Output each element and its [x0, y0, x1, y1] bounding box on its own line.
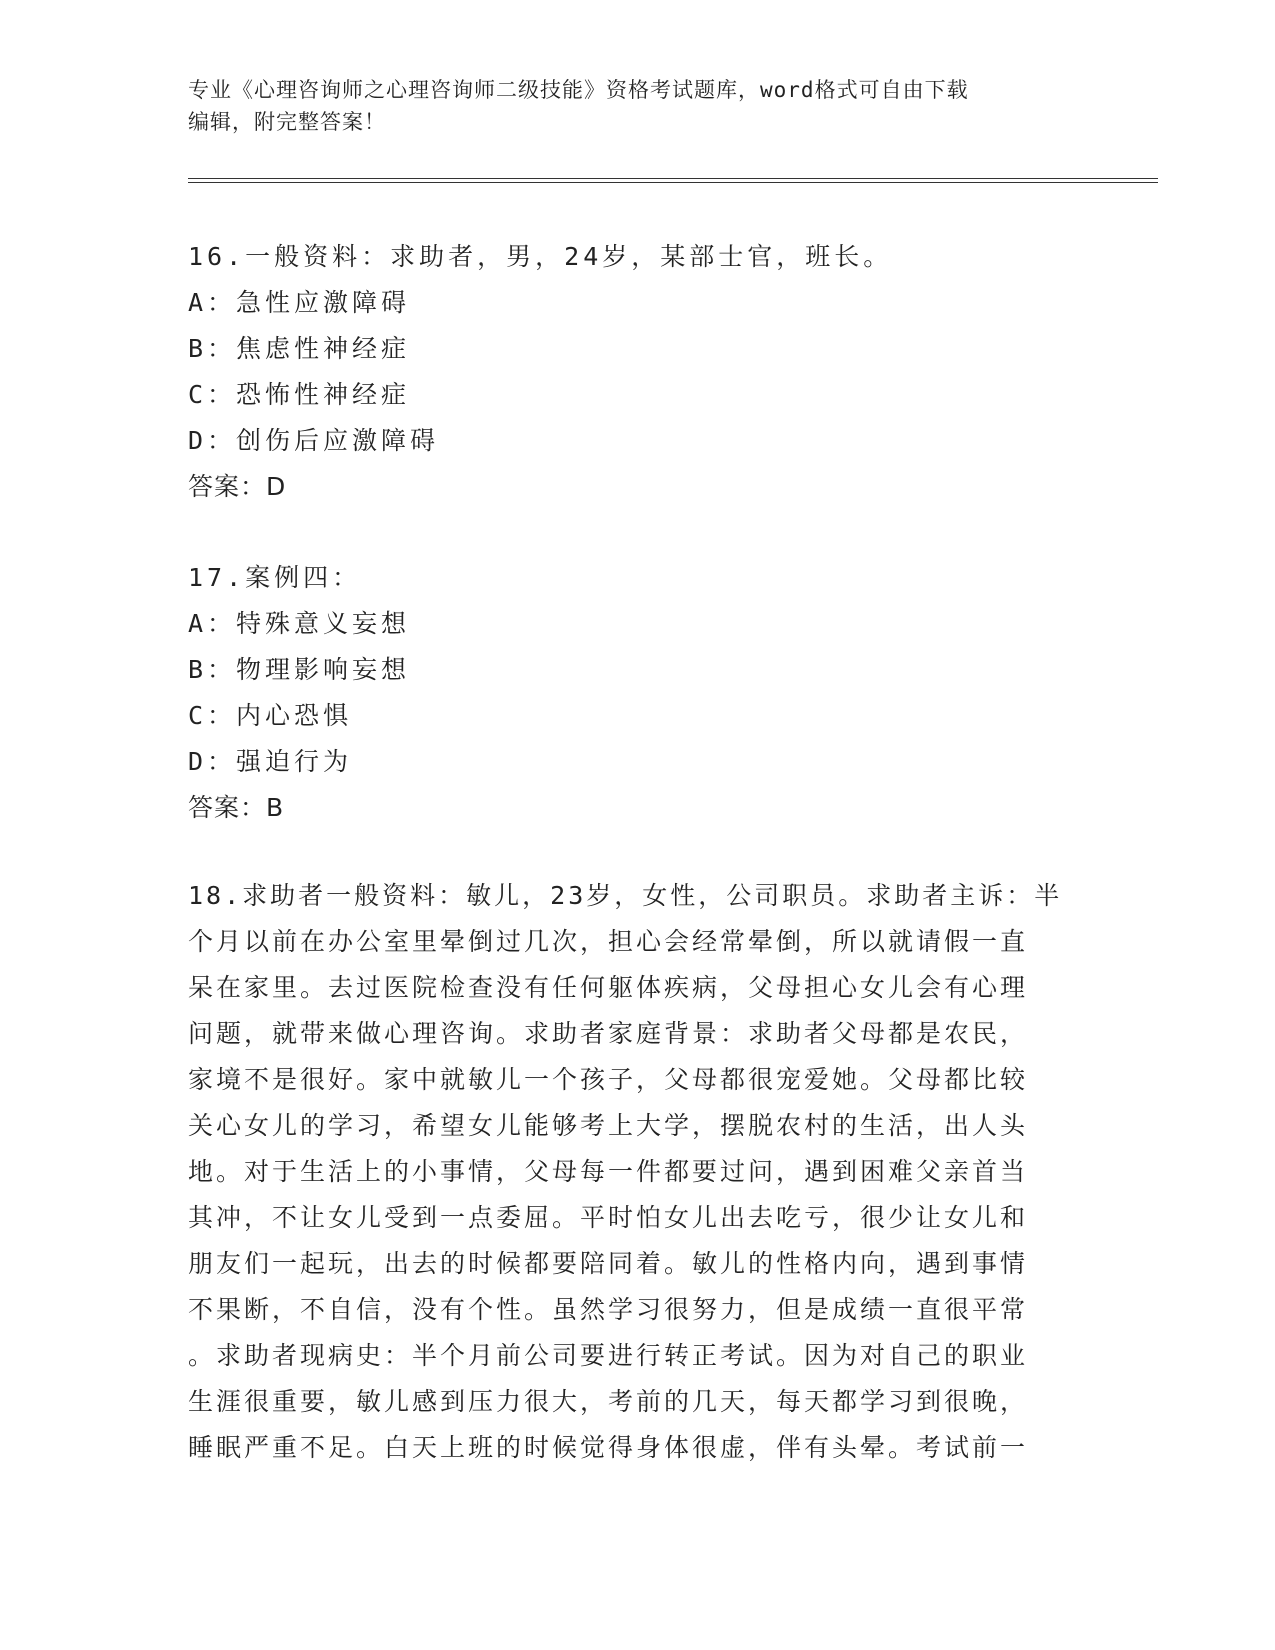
- option-c: C：恐怖性神经症: [188, 380, 411, 409]
- paragraph-line: 睡眠严重不足。白天上班的时候觉得身体很虚，伴有头晕。考试前一: [188, 1433, 1029, 1462]
- paragraph-line: 呆在家里。去过医院检查没有任何躯体疾病，父母担心女儿会有心理: [188, 973, 1029, 1002]
- question-stem: 17.案例四：: [188, 563, 362, 592]
- paragraph-line: 其冲，不让女儿受到一点委屈。平时怕女儿出去吃亏，很少让女儿和: [188, 1203, 1029, 1232]
- header-line-1: 专业《心理咨询师之心理咨询师二级技能》资格考试题库，word格式可自由下载: [188, 78, 969, 102]
- option-b: B：焦虑性神经症: [188, 334, 411, 363]
- paragraph-line: 不果断，不自信，没有个性。虽然学习很努力，但是成绩一直很平常: [188, 1295, 1029, 1324]
- option-a: A：特殊意义妄想: [188, 609, 411, 638]
- question-18: [188, 873, 1088, 1471]
- question-stem: 16.一般资料：求助者，男，24岁，某部士官，班长。: [188, 242, 893, 271]
- option-b: B：物理影响妄想: [188, 655, 411, 684]
- header-divider-bottom: [188, 182, 1158, 183]
- option-d: D：强迫行为: [188, 747, 353, 776]
- option-c: C：内心恐惧: [188, 701, 353, 730]
- paragraph-line: 地。对于生活上的小事情，父母每一件都要过问，遇到困难父亲首当: [188, 1157, 1029, 1186]
- paragraph-line: 个月以前在办公室里晕倒过几次，担心会经常晕倒，所以就请假一直: [188, 927, 1029, 956]
- paragraph-line: 生涯很重要，敏儿感到压力很大，考前的几天，每天都学习到很晚，: [188, 1387, 1029, 1416]
- document-header: [188, 74, 1088, 138]
- paragraph-line: 关心女儿的学习，希望女儿能够考上大学，摆脱农村的生活，出人头: [188, 1111, 1029, 1140]
- paragraph-line: 朋友们一起玩，出去的时候都要陪同着。敏儿的性格内向，遇到事情: [188, 1249, 1029, 1278]
- header-line-2: 编辑，附完整答案！: [188, 110, 386, 134]
- header-divider-top: [188, 178, 1158, 179]
- answer: 答案：B: [188, 793, 285, 822]
- question-17: [188, 555, 1088, 831]
- paragraph-line: 家境不是很好。家中就敏儿一个孩子，父母都很宠爱她。父母都比较: [188, 1065, 1029, 1094]
- question-16: [188, 234, 1088, 510]
- paragraph-line: 18.求助者一般资料：敏儿，23岁，女性，公司职员。求助者主诉：半: [188, 881, 1063, 910]
- paragraph-line: 问题，就带来做心理咨询。求助者家庭背景：求助者父母都是农民，: [188, 1019, 1029, 1048]
- answer: 答案：D: [188, 472, 287, 501]
- option-a: A：急性应激障碍: [188, 288, 411, 317]
- option-d: D：创伤后应激障碍: [188, 426, 440, 455]
- paragraph-line: 。求助者现病史：半个月前公司要进行转正考试。因为对自己的职业: [188, 1341, 1029, 1370]
